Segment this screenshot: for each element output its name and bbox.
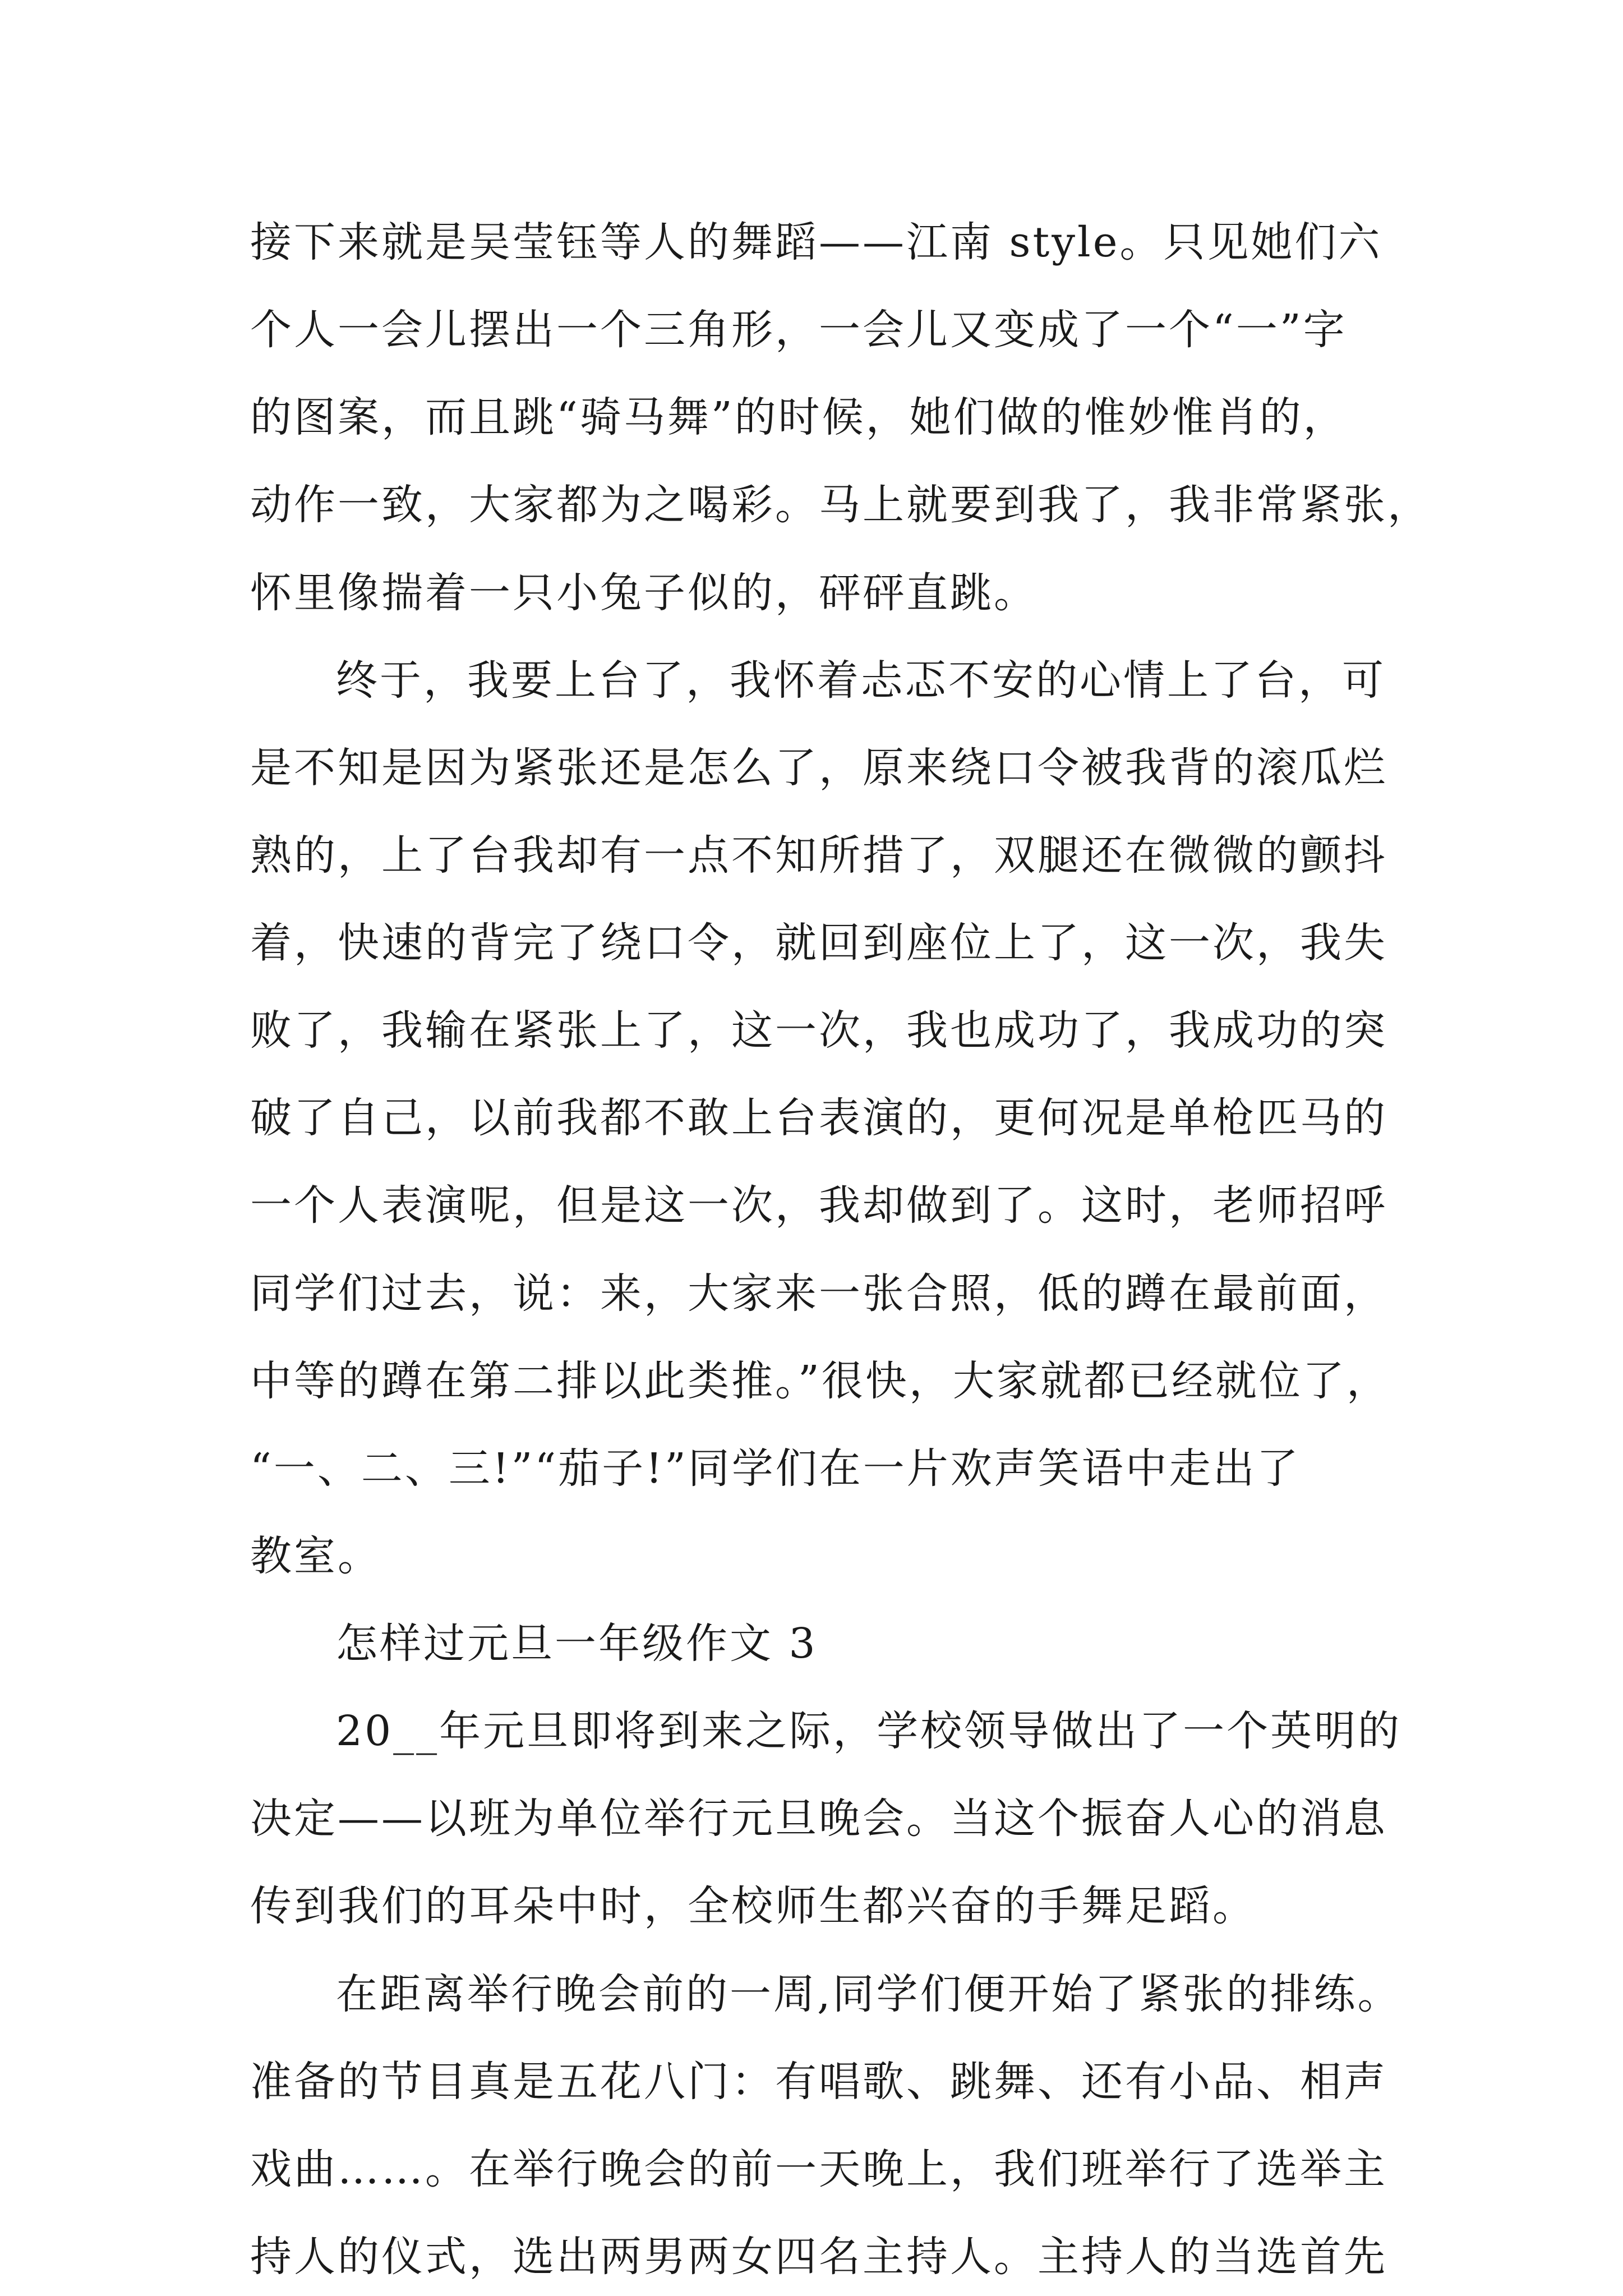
text-line: 着，快速的背完了绕口令，就回到座位上了，这一次，我失 [250, 919, 1387, 967]
section-heading: 怎样过元旦一年级作文 3 [336, 1619, 818, 1668]
text-line: 在距离举行晚会前的一周,同学们便开始了紧张的排练。 [336, 1970, 1401, 2018]
text-line: 一个人表演呢，但是这一次，我却做到了。这时，老师招呼 [250, 1181, 1387, 1230]
text-line: 传到我们的耳朵中时，全校师生都兴奋的手舞足蹈。 [250, 1882, 1256, 1930]
text-line: 教室。 [250, 1532, 381, 1580]
text-line: 决定——以班为单位举行元旦晚会。当这个振奋人心的消息 [250, 1795, 1387, 1843]
text-line: 准备的节目真是五花八门：有唱歌、跳舞、还有小品、相声 [250, 2058, 1387, 2106]
text-line: 持人的仪式，选出两男两女四名主持人。主持人的当选首先 [250, 2233, 1387, 2281]
text-line: 怀里像揣着一只小兔子似的，砰砰直跳。 [250, 569, 1038, 617]
text-line: 同学们过去，说：来，大家来一张合照，低的蹲在最前面， [250, 1269, 1387, 1318]
text-line: 接下来就是吴莹钰等人的舞蹈——江南 style。只见她们六 [250, 218, 1382, 266]
text-line: 败了，我输在紧张上了，这一次，我也成功了，我成功的突 [250, 1006, 1387, 1055]
text-line: 是不知是因为紧张还是怎么了，原来绕口令被我背的滚瓜烂 [250, 744, 1387, 792]
text-line: 的图案，而且跳“骑马舞”的时候，她们做的惟妙惟肖的， [250, 393, 1347, 441]
text-line: 20__年元旦即将到来之际，学校领导做出了一个英明的 [336, 1707, 1402, 1755]
text-line: 戏曲……。在举行晚会的前一天晚上，我们班举行了选举主 [250, 2145, 1387, 2193]
text-line: 中等的蹲在第二排以此类推。”很快，大家就都已经就位了， [250, 1357, 1390, 1405]
text-line: 终于，我要上台了，我怀着忐忑不安的心情上了台，可 [336, 656, 1386, 705]
text-line: 个人一会儿摆出一个三角形，一会儿又变成了一个“一”字 [250, 306, 1347, 354]
text-line: 熟的，上了台我却有一点不知所措了，双腿还在微微的颤抖 [250, 831, 1387, 880]
text-line: 动作一致，大家都为之喝彩。马上就要到我了，我非常紧张， [250, 481, 1431, 529]
text-line: 破了自己，以前我都不敢上台表演的，更何况是单枪匹马的 [250, 1094, 1387, 1142]
text-line: “一、二、三!”“茄子!”同学们在一片欢声笑语中走出了 [250, 1444, 1301, 1493]
